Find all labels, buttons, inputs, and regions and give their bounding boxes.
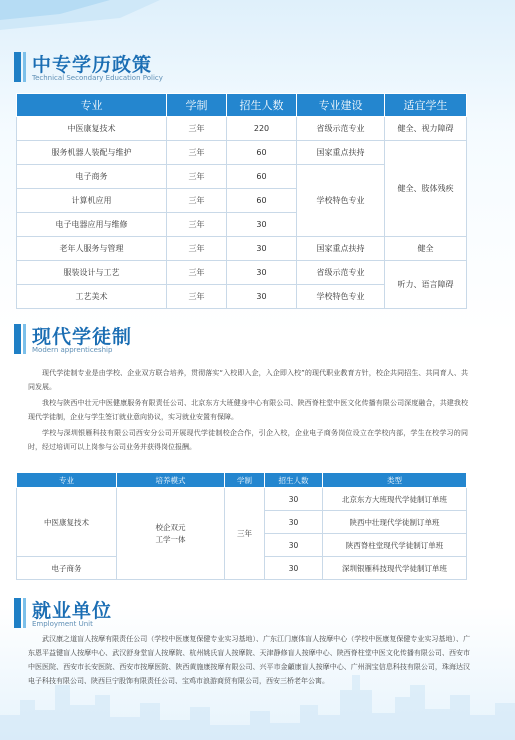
header-bar <box>14 324 21 354</box>
table-row <box>17 261 467 285</box>
header-bar-accent <box>23 598 26 628</box>
cell-duration: 三年 <box>167 165 227 189</box>
cell-major: 中医康复技术 <box>17 117 167 141</box>
cell-enroll: 60 <box>227 141 297 165</box>
cell-duration: 三年 <box>167 189 227 213</box>
cell-enroll: 30 <box>265 511 323 534</box>
cell-construction: 省级示范专业 <box>297 261 385 285</box>
apprentice-title: 现代学徒制 <box>32 326 133 348</box>
cell-major: 电子商务 <box>17 557 117 580</box>
cell-major: 电子商务 <box>17 165 167 189</box>
policy-table <box>16 93 467 309</box>
cell-construction: 省级示范专业 <box>297 117 385 141</box>
header-major: 专业 <box>17 473 117 488</box>
cell-suitable: 听力、语言障碍 <box>385 261 467 309</box>
cell-major: 服装设计与工艺 <box>17 261 167 285</box>
cell-construction: 学校特色专业 <box>297 285 385 309</box>
cell-construction: 学校特色专业 <box>297 165 385 237</box>
table-header-row <box>17 94 467 117</box>
cell-duration: 三年 <box>167 237 227 261</box>
table-header-row <box>17 473 467 488</box>
header-bar <box>14 598 21 628</box>
header-bar-accent <box>23 52 26 82</box>
cell-enroll: 30 <box>265 557 323 580</box>
employment-subtitle: Employment Unit <box>32 620 93 628</box>
cell-enroll: 30 <box>227 285 297 309</box>
cell-type: 北京东方大班现代学徒制订单班 <box>323 488 467 511</box>
cell-construction: 国家重点扶持 <box>297 141 385 165</box>
policy-subtitle: Technical Secondary Education Policy <box>32 74 163 82</box>
cell-suitable: 健全 <box>385 237 467 261</box>
header-type: 类型 <box>323 473 467 488</box>
header-bar-accent <box>23 324 26 354</box>
header-major: 专业 <box>17 94 167 117</box>
table-row <box>17 117 467 141</box>
apprentice-paragraph-2: 我校与陕西中壮元中医健康服务有限责任公司、北京东方大班健身中心有限公司、陕西脊柱堂中医文化传播有限公司深度融合，共建我校现代学徒制，企业与学生签订就业意向协议，实习就业安置有保障。 <box>28 399 468 421</box>
apprentice-paragraph-3: 学校与深圳银雁科技有限公司西安分公司开展现代学徒制校企合作，引企入校，企业电子商务岗位设立在学校内部，学生在校学习的同时，经过培训可以上岗参与公司业务并获得岗位报酬。 <box>28 429 468 451</box>
header-construction: 专业建设 <box>297 94 385 117</box>
cell-duration: 三年 <box>167 261 227 285</box>
employment-title: 就业单位 <box>32 600 113 622</box>
apprentice-subtitle: Modern apprenticeship <box>32 346 113 354</box>
cell-major: 服务机器人装配与维护 <box>17 141 167 165</box>
cell-enroll: 220 <box>227 117 297 141</box>
header-duration: 学制 <box>167 94 227 117</box>
cell-enroll: 60 <box>227 165 297 189</box>
cell-major: 工艺美术 <box>17 285 167 309</box>
apprentice-paragraph-1: 现代学徒制专业是由学校、企业双方联合培养，贯彻落实“入校即入企，入企即入校”的现代职业教育方针，校企共同招生、共同育人、共同发展。 <box>28 369 468 391</box>
cell-type: 陕西脊柱堂现代学徒制订单班 <box>323 534 467 557</box>
apprentice-table <box>16 472 467 580</box>
cell-enroll: 30 <box>227 261 297 285</box>
cell-duration: 三年 <box>225 488 265 580</box>
cell-duration: 三年 <box>167 117 227 141</box>
header-suitable: 适宜学生 <box>385 94 467 117</box>
policy-title: 中专学历政策 <box>32 54 153 76</box>
cell-enroll: 30 <box>227 237 297 261</box>
cell-suitable: 健全、视力障碍 <box>385 117 467 141</box>
cell-duration: 三年 <box>167 213 227 237</box>
cell-enroll: 30 <box>265 534 323 557</box>
cell-mode: 校企双元 工学一体 <box>117 488 225 580</box>
header-duration: 学制 <box>225 473 265 488</box>
cell-type: 深圳银雁科技现代学徒制订单班 <box>323 557 467 580</box>
cell-enroll: 30 <box>265 488 323 511</box>
cell-construction: 国家重点扶持 <box>297 237 385 261</box>
cell-major: 老年人服务与管理 <box>17 237 167 261</box>
cell-type: 陕西中壮现代学徒制订单班 <box>323 511 467 534</box>
employment-text: 武汉康之道盲人按摩有限责任公司（学校中医康复保健专业实习基地）、广东江门康体盲人按摩中心（学校中医康复保健专业实习基地）、广东恩平益键盲人按摩中心、武汉舒身堂盲人按摩院、杭州姚氏盲人按摩院、天津静修盲人按摩中心、陕西脊柱堂中医文化传播有限公司、西安市中医医院、西安市长安医院、西安市按摩医院、陕西黄施康按摩有限公司、兴平市金龥康盲人按摩中心、广州润宝信息科技有限公司，珠海达汉电子科技有限公司、陕西巨宁股饰有限责任公司、宝鸡市浪游商贸有限公司，西安三桥老年公寓。 <box>28 635 470 685</box>
table-row <box>17 141 467 165</box>
cell-enroll: 60 <box>227 189 297 213</box>
cell-suitable: 健全、肢体残疾 <box>385 141 467 237</box>
table-row <box>17 488 467 511</box>
cell-enroll: 30 <box>227 213 297 237</box>
header-bar <box>14 52 21 82</box>
header-enroll: 招生人数 <box>265 473 323 488</box>
cell-major: 电子电器应用与维修 <box>17 213 167 237</box>
corner-decoration <box>0 0 160 40</box>
cell-major: 计算机应用 <box>17 189 167 213</box>
cell-duration: 三年 <box>167 285 227 309</box>
header-mode: 培养模式 <box>117 473 225 488</box>
table-row <box>17 237 467 261</box>
header-enroll: 招生人数 <box>227 94 297 117</box>
cell-major: 中医康复技术 <box>17 488 117 557</box>
cell-duration: 三年 <box>167 141 227 165</box>
